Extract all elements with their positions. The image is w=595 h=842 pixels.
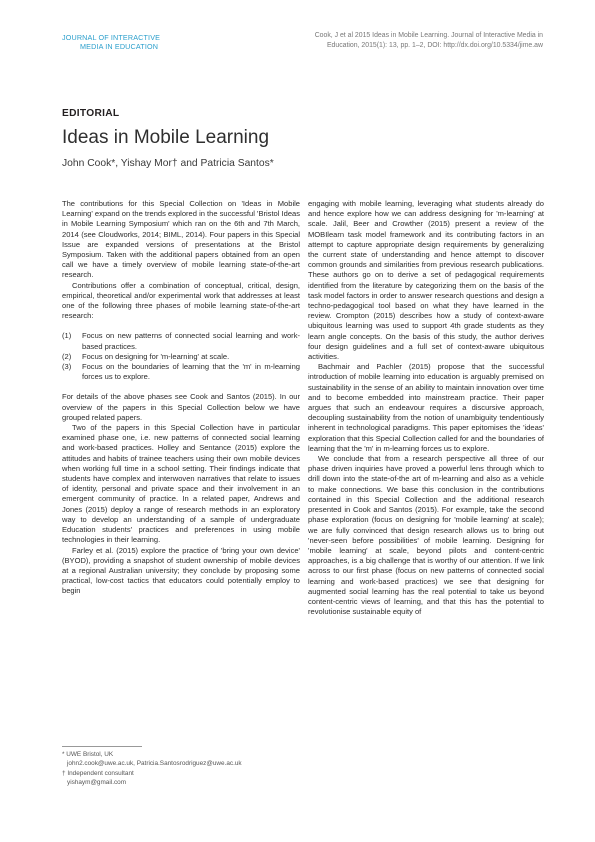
paragraph: Contributions offer a combination of conceptual, critical, design, empirical, theoretical and/or experimental work that addresses at least one of the following three phases of mobile learning state-of-the-art research:: [62, 280, 300, 321]
paragraph: Two of the papers in this Special Collection have in particular examined phase one, i.e. new patterns of connected social learning and work-based practices. Holley and Sentance (2015) explore the attitudes and habits of trainee teachers using their own mobile devices when working full time in a school setting. Their findings indicate that students have complex and interwoven narratives that relate to issues of identity, personal and private space and their involvement in an emergent community of practice. In a related paper, Andrews and Jones (2015) deploy a range of research methods in an exploratory way to develop an understanding of a sample of undergraduate Education students' practices and preferences in using mobile technologies in their learning.: [62, 423, 300, 545]
list-number: (1): [62, 331, 72, 341]
article-citation: [273, 31, 543, 50]
list-item: [62, 331, 300, 351]
paragraph: For details of the above phases see Cook and Santos (2015). In our overview of the papers in this Special Collection below we have grouped related papers.: [62, 392, 300, 422]
paragraph: The contributions for this Special Collection on 'Ideas in Mobile Learning' expand on the trends explored in the successful 'Bristol Ideas in Mobile Learning Symposium' which ran on the 6th and 7th March, 2014 (see Cloudworks, 2014; BIML, 2014). Four papers in this Special Issue are expanded versions of presentations at the Bristol Symposium. Taken with the additional papers obtained from an open call we have a timely overview of mobile learning state-of-the-art research.: [62, 199, 300, 280]
list-text: Focus on new patterns of connected social learning and work-based practices.: [82, 331, 300, 351]
list-text: Focus on the boundaries of learning that the 'm' in m-learning forces us to explore.: [82, 362, 300, 382]
list-number: (3): [62, 362, 72, 372]
journal-logo-line2: MEDIA IN EDUCATION: [80, 42, 159, 51]
journal-logo: [62, 33, 160, 51]
footnote-email-2: yishaym@gmail.com: [67, 779, 127, 787]
paragraph: We conclude that from a research perspective all three of our phase driven inquiries have proved a powerful lens through which to drill down into the state-of-the art of m-learning and also as a vehicle to make connections. We base this conclusion in the contributions contained in this Special Collection and the additional research presented in Cook and Santos (2015). For example, take the second phase exploration (focus on designing for 'mobile learning' at scale); we are fully convinced that design research allows us to bring out 'never-seen before possibilities' of mobile learning. Designing for 'mobile learning' at scale, beyond pilots and content-centric approaches, is a big challenge that is worthy of our attention. If we link across to our first phase (focus on new patterns of connected social learning and work-based practices) we see that designing for augmented social learning has the real potential to take us beyond content-centric views of learning, and that this has the potential to revolutionise sustainable equity of: [308, 454, 544, 617]
right-column: [308, 199, 544, 617]
paragraph: Bachmair and Pachler (2015) propose that the successful introduction of mobile learning into education is arguably premised on sustainability in the sense of an ability to maintain innovation over time and to become embedded into mainstream practice. Their paper argues that such an endeavour requires a discursive approach, decoupling sustainability from the notion of unambiguity tendentiously inherent in technological paradigms. This paper epitomises the 'ideas' exploration that this Special Collection called for and the boundaries of learning that the 'm' in m-learning forces us to explore.: [308, 362, 544, 453]
article-title: Ideas in Mobile Learning: [62, 127, 270, 148]
list-number: (2): [62, 351, 72, 361]
paragraph: engaging with mobile learning, leveraging what students already do and hence explore how we can address designing for 'm-learning' at scale. Jalil, Beer and Crowther (2015) present a review of the MOBIlearn task model framework and its contributing factors in an attempt to capture appropriate design requirements by generalizing the current state of understanding and hence attempt to discover common grounds and similarities from previous research publications. These authors go on to derive a set of pedagogical requirements identified from the literature by categorizing them on the basis of the task model factors in order to answer research questions and design a techno-pedagogical tool based on what they have learned in the review. Crompton (2015) describes how a study of context-aware ubiquitous learning was used to support 4th grade students as they learn angle concepts. On the basis of this study, the author derives four design guidelines and a full set of context-aware ubiquitous activities.: [308, 199, 544, 362]
citation-line2: Education, 2015(1): 13, pp. 1–2, DOI: http://dx.doi.org/10.5334/jime.aw: [326, 41, 543, 49]
journal-logo-line1: JOURNAL OF INTERACTIVE: [62, 33, 161, 42]
citation-line1: Cook, J et al 2015 Ideas in Mobile Learning. Journal of Interactive Media in: [314, 32, 543, 39]
article-authors: John Cook*, Yishay Mor† and Patricia Santos*: [62, 158, 274, 169]
footnotes: [62, 750, 292, 788]
footnote-affiliation-1: * UWE Bristol, UK: [62, 751, 114, 758]
phase-list: [62, 331, 300, 382]
list-item: [62, 362, 300, 382]
footnote-affiliation-2: † Independent consultant: [62, 769, 134, 777]
list-item: [62, 352, 300, 362]
footnote-email-1: john2.cook@uwe.ac.uk, Patricia.Santosrodriguez@uwe.ac.uk: [67, 760, 242, 768]
paragraph: Farley et al. (2015) explore the practice of 'bring your own device' (BYOD), providing a snapshot of student ownership of mobile devices at a regional Australian university; they conclude by proposing some practical, low-cost tactics that educators could potentially employ to begin: [62, 545, 300, 596]
footnote-rule: [62, 746, 142, 747]
section-label: EDITORIAL: [62, 108, 120, 119]
list-text: Focus on designing for 'm-learning' at scale.: [82, 351, 230, 361]
left-column: [62, 199, 300, 597]
